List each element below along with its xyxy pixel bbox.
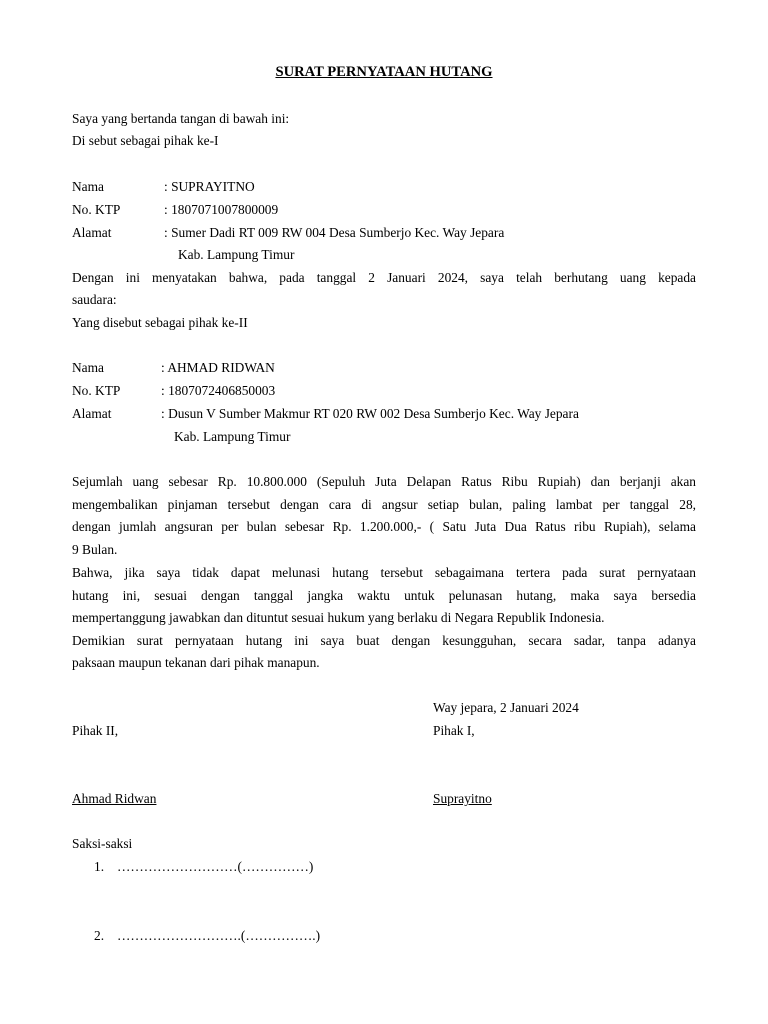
- witness-2-blank-line: ……………………….(…………….): [117, 928, 321, 943]
- party1-address-value: : Sumer Dadi RT 009 RW 004 Desa Sumberjo Kec. Way Jepara: [164, 225, 505, 240]
- statement-line-3: Yang disebut sebagai pihak ke-II: [72, 315, 248, 330]
- place-date: Way jepara, 2 Januari 2024: [433, 700, 579, 715]
- intro-line-1: Saya yang bertanda tangan di bawah ini:: [72, 111, 290, 126]
- body-p2-line-3: mempertanggung jawabkan dan dituntut sesuai hukum yang berlaku di Negara Republik Indonesia.: [72, 610, 605, 625]
- party2-address-continuation: Kab. Lampung Timur: [174, 429, 291, 444]
- party1-ktp-label: No. KTP: [72, 202, 121, 217]
- witness-1-blank-line: ………………………(……………): [117, 859, 314, 874]
- body-p2-line-2: hutang ini, sesuai dengan tanggal jangka waktu untuk pelunasan hutang, maka saya bersedia: [72, 588, 696, 603]
- body-p1-line-2: mengembalikan pinjaman tersebut dengan cara di angsur setiap bulan, paling lambat per tanggal 28,: [72, 497, 696, 512]
- party2-name-label: Nama: [72, 360, 104, 375]
- party1-ktp-value: : 1807071007800009: [164, 202, 279, 217]
- witness-1-number: 1.: [94, 859, 105, 874]
- party2-name-value: : AHMAD RIDWAN: [161, 360, 275, 375]
- body-p1-line-4: 9 Bulan.: [72, 542, 118, 557]
- body-p1-line-1: Sejumlah uang sebesar Rp. 10.800.000 (Sepuluh Juta Delapan Ratus Ribu Rupiah) dan berjanji akan: [72, 474, 696, 489]
- party1-address-label: Alamat: [72, 225, 112, 240]
- pihak-i-role: Pihak I,: [433, 723, 475, 738]
- party1-address-continuation: Kab. Lampung Timur: [178, 247, 295, 262]
- body-p1-line-3: dengan jumlah angsuran per bulan sebesar Rp. 1.200.000,- ( Satu Juta Dua Ratus ribu Rupiah), selama: [72, 519, 696, 534]
- statement-line-1: Dengan ini menyatakan bahwa, pada tanggal 2 Januari 2024, saya telah berhutang uang kepada: [72, 270, 696, 285]
- party2-address-label: Alamat: [72, 406, 112, 421]
- party1-name-value: : SUPRAYITNO: [164, 179, 255, 194]
- statement-line-2: saudara:: [72, 292, 117, 307]
- witnesses-heading: Saksi-saksi: [72, 836, 133, 851]
- document-title: SURAT PERNYATAAN HUTANG: [275, 64, 493, 80]
- party2-ktp-value: : 1807072406850003: [161, 383, 276, 398]
- party1-name-label: Nama: [72, 179, 104, 194]
- party2-ktp-label: No. KTP: [72, 383, 121, 398]
- body-p2-line-1: Bahwa, jika saya tidak dapat melunasi hutang tersebut sebagaimana tertera pada surat pernyataan: [72, 565, 696, 580]
- party2-address-value: : Dusun V Sumber Makmur RT 020 RW 002 Desa Sumberjo Kec. Way Jepara: [161, 406, 579, 421]
- body-p3-line-2: paksaan maupun tekanan dari pihak manapun.: [72, 655, 320, 670]
- pihak-ii-role: Pihak II,: [72, 723, 119, 738]
- pihak-ii-signatory-name: Ahmad Ridwan: [72, 791, 157, 806]
- body-p3-line-1: Demikian surat pernyataan hutang ini saya buat dengan kesungguhan, secara sadar, tanpa adanya: [72, 633, 696, 648]
- pihak-i-signatory-name: Suprayitno: [433, 791, 492, 806]
- intro-line-2: Di sebut sebagai pihak ke-I: [72, 133, 219, 148]
- witness-2-number: 2.: [94, 928, 105, 943]
